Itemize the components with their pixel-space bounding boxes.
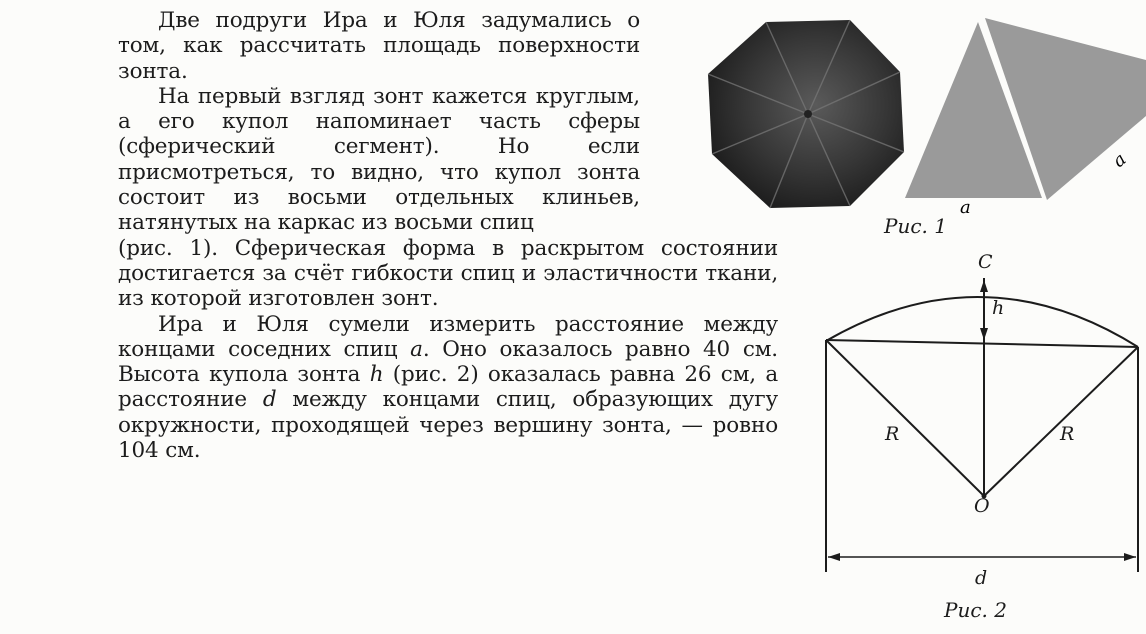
problem-text — [118, 8, 778, 463]
label-a-bottom: a — [960, 197, 971, 218]
label-C: C — [978, 251, 993, 273]
radius-right — [984, 347, 1138, 496]
var-d: d — [262, 387, 277, 413]
figure-2-caption: Рис. 2 — [944, 598, 1007, 622]
label-d: d — [975, 567, 988, 589]
dome-arc — [826, 297, 1138, 347]
umbrella-photo — [700, 14, 910, 210]
chord-line — [826, 340, 1138, 347]
var-h: h — [369, 362, 384, 388]
label-R-right: R — [1060, 423, 1075, 445]
paragraph-3 — [118, 312, 778, 464]
paragraph-3-part1: Ира и Юля сумели измерить расстояние между концами соседних спиц — [118, 311, 778, 362]
figure-1-caption: Рис. 1 — [884, 214, 947, 238]
paragraph-2a: На первый взгляд зонт кажется круглым, а его купол напоминает часть сферы (сферический сегмент). Но если присмотреться, то видно, что купол зонта состоит из восьми отдельных клиньев, натянутых на каркас из восьми спиц — [118, 83, 640, 236]
figure-2-diagram — [810, 250, 1146, 634]
label-a-side: a — [1108, 148, 1131, 172]
paragraph-3-part4: между концами спиц, образующих дугу окружности, проходящей через вершину зонта, — ровно 104 см. — [118, 387, 779, 464]
radius-left — [826, 340, 984, 496]
label-O: O — [974, 495, 990, 517]
var-a: a — [410, 336, 423, 362]
label-h: h — [992, 297, 1005, 319]
paragraph-2b: (рис. 1). Сферическая форма в раскрытом состоянии достигается за счёт гибкости спиц и эластичности ткани, из которой изготовлен зонт. — [118, 235, 778, 312]
paragraph-3-part3: (рис. 2) оказалась равна 26 см, а расстояние — [118, 362, 778, 413]
paragraph-3-part2: . Оно оказалось равно 40 см. Высота купола зонта — [118, 336, 778, 388]
paragraph-1: Две подруги Ира и Юля задумались о том, как рассчитать площадь поверхности зонта. — [118, 8, 640, 84]
label-R-left: R — [885, 423, 900, 445]
